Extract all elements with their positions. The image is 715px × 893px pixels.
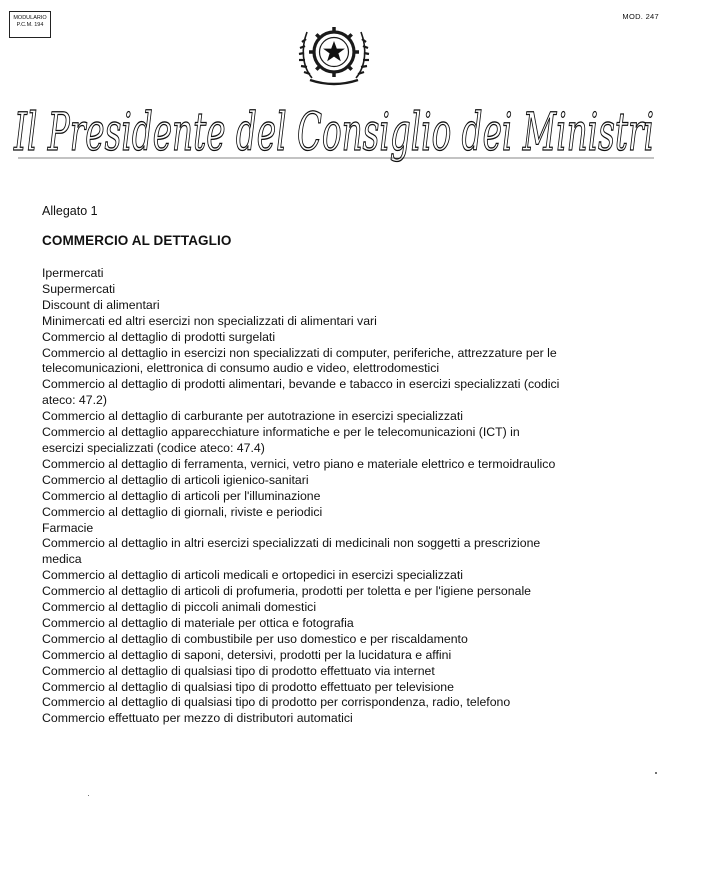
scan-speck: [88, 795, 89, 796]
activity-list-item: Commercio al dettaglio di giornali, riviste e periodici: [42, 504, 323, 519]
activity-list-item: Commercio effettuato per mezzo di distributori automatici: [42, 711, 353, 726]
activity-list-item: Commercio al dettaglio di materiale per ottica e fotografia: [42, 615, 354, 630]
activity-list-item: medica: [42, 552, 82, 567]
activity-list-item: ateco: 47.2): [42, 393, 107, 408]
activity-list-item: Supermercati: [42, 281, 116, 296]
form-code: MOD. 247: [622, 12, 659, 21]
activity-list-item: Commercio al dettaglio in altri esercizi specializzati di medicinali non soggetti a prescrizione: [42, 536, 541, 551]
activity-list-item: Commercio al dettaglio di carburante per autotrazione in esercizi specializzati: [42, 409, 464, 424]
form-stamp-box: [9, 11, 51, 38]
form-stamp-line: P.C.M. 194: [16, 21, 44, 28]
activity-list-item: Commercio al dettaglio di saponi, detersivi, prodotti per la lucidatura e affini: [42, 647, 452, 662]
activity-list-item: Commercio al dettaglio di articoli per l'illuminazione: [42, 488, 321, 503]
activity-list-item: esercizi specializzati (codice ateco: 47.4): [42, 440, 265, 455]
form-stamp-line: MODULARIO: [13, 15, 47, 21]
italian-republic-emblem-icon: [298, 14, 370, 88]
activity-list-item: Discount di alimentari: [42, 297, 160, 312]
office-title-calligraphy: [10, 92, 662, 174]
section-title: COMMERCIO AL DETTAGLIO: [42, 233, 232, 248]
activity-list-item: Commercio al dettaglio di qualsiasi tipo di prodotto effettuato via internet: [42, 663, 435, 678]
activity-list-item: Ipermercati: [42, 266, 104, 280]
activity-list-item: Commercio al dettaglio in esercizi non specializzati di computer, periferiche, attrezzature per le: [42, 345, 557, 360]
activity-list-item: Commercio al dettaglio di qualsiasi tipo di prodotto effettuato per televisione: [42, 679, 454, 694]
activity-list-item: Commercio al dettaglio di prodotti alimentari, bevande e tabacco in esercizi specializzati (codici: [42, 377, 560, 392]
activity-list-item: Commercio al dettaglio di combustibile per uso domestico e per riscaldamento: [42, 631, 468, 646]
activity-list-item: Commercio al dettaglio di articoli di profumeria, prodotti per toletta e per l'igiene personale: [42, 584, 532, 599]
activity-list-item: Commercio al dettaglio di qualsiasi tipo di prodotto per corrispondenza, radio, telefono: [42, 695, 511, 710]
office-title-text: Il Presidente del Consiglio dei Ministri: [13, 103, 654, 163]
scan-speck: [655, 772, 657, 774]
annex-label: Allegato 1: [42, 204, 98, 218]
activity-list-item: Commercio al dettaglio apparecchiature informatiche e per le telecomunicazioni (ICT) in: [42, 425, 520, 440]
activity-list: [42, 266, 662, 727]
activity-list-item: Commercio al dettaglio di ferramenta, vernici, vetro piano e materiale elettrico e termoidraulico: [42, 456, 556, 471]
activity-list-item: Commercio al dettaglio di prodotti surgelati: [42, 329, 276, 344]
activity-list-item: Farmacie: [42, 520, 94, 535]
activity-list-item: Commercio al dettaglio di articoli igienico-sanitari: [42, 472, 309, 487]
activity-list-item: Commercio al dettaglio di piccoli animali domestici: [42, 600, 317, 615]
activity-list-item: Commercio al dettaglio di articoli medicali e ortopedici in esercizi specializzati: [42, 568, 464, 583]
activity-list-item: Minimercati ed altri esercizi non specializzati di alimentari vari: [42, 313, 377, 328]
activity-list-item: telecomunicazioni, elettronica di consumo audio e video, elettrodomestici: [42, 361, 440, 376]
